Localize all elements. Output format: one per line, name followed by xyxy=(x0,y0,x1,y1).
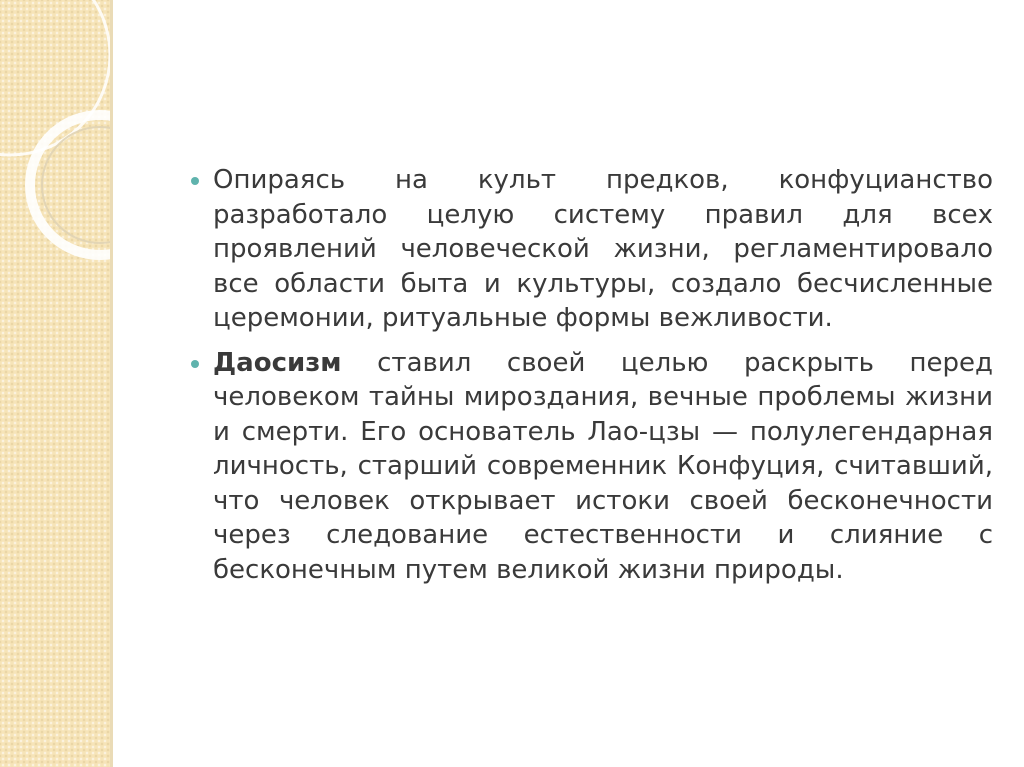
slide-content xyxy=(213,163,993,597)
bullet-bold-lead: Даосизм xyxy=(213,347,342,378)
decorative-side-band xyxy=(0,0,112,767)
bullet-dot-icon xyxy=(191,360,199,368)
bullet-text: ставил своей целью раскрыть перед человеком тайны мироздания, вечные проблемы жизни и смерти. Его основатель Лао-цзы — полулегендарная личность, старший современник Конфуция, считавший, что человек открывает истоки своей бесконечности через следование естественности и слияние с бесконечным путем великой жизни природы. xyxy=(213,347,993,585)
band-edge-line xyxy=(110,0,113,767)
bullet-item-confucianism xyxy=(213,163,993,336)
bullet-text: Опираясь на культ предков, конфуцианство разработало целую систему правил для всех проявлений человеческой жизни, регламентировало все области быта и культуры, создало бесчисленные церемонии, ритуальные формы вежливости. xyxy=(213,165,993,333)
bullet-dot-icon xyxy=(191,177,199,185)
bullet-item-taoism xyxy=(213,346,993,588)
decorative-rings xyxy=(0,0,112,767)
